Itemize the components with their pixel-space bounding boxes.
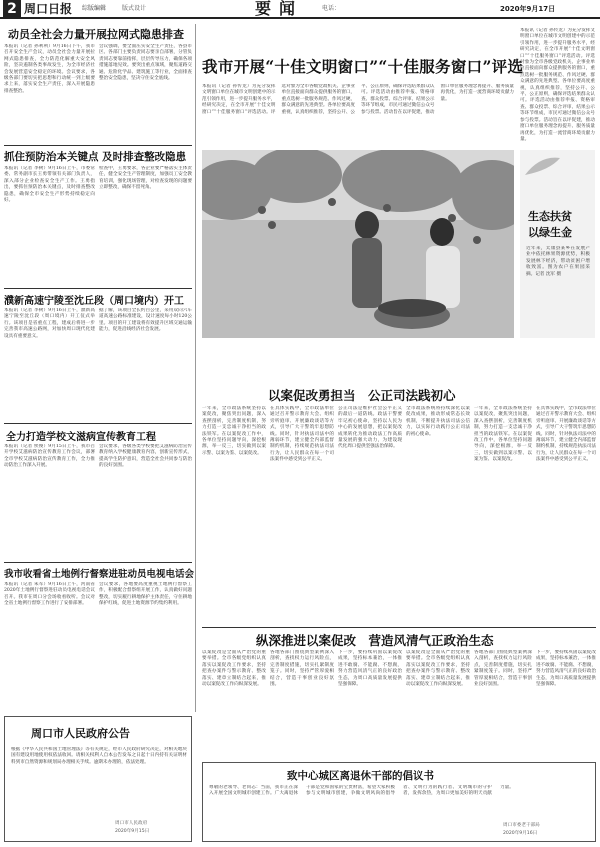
article-body: 据了解，该项目全长约百公里，采用双向六车道高速公路标准建设，设计速度每小时120公里。项目的开工建设将有效提升区域交通运输能力，促进沿线经济社会发展。 [99,308,192,333]
article-headline: 动员全社会力量开展拉网式隐患排查 [8,28,184,41]
lower-body: 各地各部门围绕典型案例深入剖析，查找权力运行风险点，完善制度措施，切实扎紧制度笼子。同时，坚持严管厚爱相结合，营造干事创业良好氛围。 [270,650,334,688]
initiative-date: 2020年9月16日 [503,831,538,836]
commentary-body: 在具体实践中，全市政法单位通过召开警示教育大会、组织旁听庭审、开展廉政谈话等方式，引导广大干警筑牢思想防线。同时，针对执法司法中的薄弱环节，建立健全内部监督制约机制，持续规范执法司法行为，让人民群众在每一个司法案件中感受到公平正义。 [536,406,596,463]
commentary-body: 公正司法是维护社会公平正义的最后一道防线。政法干警要牢记初心使命，坚持以人民为中心的发展思想，把以案促改成果转化为推动政法工作高质量发展的强大动力，为建设现代化周口提供坚强法治保障。 [338,406,402,450]
article-headline: 濮新高速宁陵至沈丘段（周口境内）开工 [4,296,184,307]
commentary-headline: 以案促改勇担当 公正司法践初心 [268,388,456,403]
government-notice [4,716,192,842]
lower-body: 下一步，要持续巩固以案促改成果，坚持标本兼治，一体推进不敢腐、不能腐、不想腐，努力营造风清气正的良好政治生态，为周口高质量发展提供坚强保障。 [338,650,402,688]
lower-body: 以案促改是全面从严治党的重要举措。全市各级党组织认真落实以案促改工作要求，坚持把查办案件与警示教育、整改落实、建章立制结合起来，推动以案促改工作向纵深发展。 [406,650,470,688]
notice-body: 根据《中华人民共和国土地管理法》等有关规定，经市人民政府研究决定，对相关地块国有建设用地使用权依法收回。请相关权利人自本公告发布之日起十日内持有关证明材料到市自然资源和规划局办理相关手续。逾期未办理的，依法处理。 [11,747,187,765]
lower-body: 以案促改是全面从严治党的重要举措。全市各级党组织认真落实以案促改工作要求，坚持把查办案件与警示教育、整改落实、建章立制结合起来，推动以案促改工作向纵深发展。 [202,650,266,688]
feature-title-line2: 以绿生金 [528,226,572,239]
initiative-title: 致中心城区离退休干部的倡议书 [287,770,434,782]
phone-label: 电话： [322,5,341,12]
lower-headline: 纵深推进以案促改 营造风清气正政治生态 [256,633,494,648]
section-rule [202,627,596,628]
page-number: 2 [3,0,21,18]
article-headline: 全力打造学校文滋病宣传教育工程 [6,432,156,443]
lead-body: 本报讯（记者 孙传龙）为充分发挥文明窗口单位在城市文明创建中的示范引领作用，进一步提升服务水平，经研究决定，在全市开展“十佳文明窗口”“十佳服务窗口”评选活动。评选对象为全市各级党政机关、企事业单位直接面向群众提供服务的窗口，重点选树一批服务规范、作风过硬、群众满意的先进典型。各单位要高度重视，认真组织推荐，坚持公开、公平、公正原则，确保评选结果群众认可。评选活动由推荐申报、资格审查、群众投票、综合评审、结果公示等环节组成，市民可通过微信公众号参与投票。活动旨在以评促建，推动窗口单位服务理念再提升、服务质量再优化，为打造一流营商环境贡献力量。 [202,84,514,115]
lead-headline: 我市开展“十佳文明窗口”“十佳服务窗口”评选 [202,57,524,76]
leaf-ornament-icon [520,150,595,180]
article-body: 会议要求，各级各类学校要把艾滋病防治宣传教育纳入学校健康教育内容，创新宣传形式，提高学生防护意识，营造全社会共同参与防治的良好氛围。 [99,444,192,469]
section-title: 要闻 [255,0,304,18]
article-body: 本报讯（记者 侯俊）9月15日上午，我市召开学校艾滋病防治宣传教育工作会议，部署全市学校艾滋病防治宣传教育工作，全力推动防治工作深入开展。 [4,444,95,469]
section-rule [4,288,192,289]
lower-body: 下一步，要持续巩固以案促改成果，坚持标本兼治，一体推进不敢腐、不能腐、不想腐，努力营造风清气正的良好政治生态，为周口高质量发展提供坚强保障。 [536,650,596,688]
feature-title-line1: 生态扶贫 [528,210,572,223]
issue-date: 2020年9月17日 [500,5,556,13]
editor-label: 版式设计 [122,5,147,12]
commentary-body: 一年来，全市政法系统坚持以案促改，聚焦突出问题，深入查摆剖析，完善制度机制，努力打造一支忠诚干净担当的政法铁军。在以案促改工作中，各单位坚持问题导向，深挖根源，举一反三，切实做到以案示警、以案为鉴、以案促改。 [202,406,266,456]
lead-body-continued: 本报讯（记者 孙传龙）为充分发挥文明窗口单位在城市文明创建中的示范引领作用，进一步提升服务水平，经研究决定，在全市开展“十佳文明窗口”“十佳服务窗口”评选活动。评选对象为全市各级党政机关、企事业单位直接面向群众提供服务的窗口，重点选树一批服务规范、作风过硬、群众满意的先进典型。各单位要高度重视，认真组织推荐，坚持公开、公平、公正原则，确保评选结果群众认可。评选活动由推荐申报、资格审查、群众投票、综合评审、结果公示等环节组成，市民可通过微信公众号参与投票。活动旨在以评促建，推动窗口单位服务理念再提升、服务质量再优化，为打造一流营商环境贡献力量。 [520,28,595,142]
commentary-body: 全市政法系统将持续深化以案促改成果，推动形成常态长效机制，不断提升执法司法公信力，以实际行动践行公正司法的初心使命。 [406,406,470,437]
dept-label: 综版编辑 [82,5,107,12]
article-body: 本报讯（记者 李树）9月16日上午，市委常委、常务副市长王勇带领有关部门负责人，深入部分企业检查安全生产工作。王勇指出，要抓住预防治本关键点，及时排查整改隐患，确保全市安全生产形势持续稳定向好。 [4,166,95,204]
notice-title: 周口市人民政府公告 [31,727,130,740]
initiative-signature: 周口市委老干部局 [503,823,540,828]
article-body: 会议强调，要全面压实安全生产责任，各县市区、各部门主要负责同志要亲自部署，分管负责同志要靠前指挥，层层传导压力，确保各项措施落地见效。要突出重点领域，聚焦道路交通、危险化学品、建筑施工等行业，全面排查整治安全隐患，坚决守住安全底线。 [99,44,192,82]
notice-date: 2020年9月15日 [115,829,150,834]
commentary-body: 在具体实践中，全市政法单位通过召开警示教育大会、组织旁听庭审、开展廉政谈话等方式，引导广大干警筑牢思想防线。同时，针对执法司法中的薄弱环节，建立健全内部监督制约机制，持续规范执法司法行为，让人民群众在每一个司法案件中感受到公平正义。 [270,406,334,463]
article-body: 本报讯（记者 李树）9月16日上午，濮新高速宁陵至沈丘段（周口境内）开工仪式举行。该项目是省重点工程，建成后将进一步完善我市高速公路网，对加快周口现代化建设具有重要意义。 [4,308,95,339]
section-rule [4,145,192,146]
initiative-body: 尊敬的老领导、老同志：当前，我市正在深入开展全国文明城市创建工作。广大离退休干部是党和国家的宝贵财富，希望大家积极参与文明城市创建，争做文明风尚的倡导者、文明行为的践行者、文明城市的守护者，发挥余热，为周口更加美好的明天贡献力量。 [209,785,514,797]
initiative-box [202,762,596,842]
section-rule [4,562,192,563]
article-headline: 我市收看省土地例行督察进驻动员电视电话会 [4,569,195,580]
article-body: 本报讯（记者 朱军）9月16日上午，河南省2020年土地例行督察进驻动员电视电话会议召开。我市在周口分会场收看收听。会议对全省土地例行督察工作进行了安排部署。 [4,582,95,607]
article-body: 检查中，王勇要求，各企业要严格落实主体责任，健全安全生产管理制度，加强员工安全教育培训，强化现场管理，对检查发现的问题要立即整改，确保不留死角。 [99,166,192,191]
feature-photo [202,150,514,338]
newspaper-name: 周口日报 [24,2,73,16]
masthead [0,0,600,19]
commentary-body: 一年来，全市政法系统坚持以案促改，聚焦突出问题，深入查摆剖析，完善制度机制，努力打造一支忠诚干净担当的政法铁军。在以案促改工作中，各单位坚持问题导向，深挖根源，举一反三，切实做到以案示警、以案为鉴、以案促改。 [474,406,532,463]
photo-caption-box [520,150,595,338]
article-body: 会议要求，各地要高度重视土地例行督察工作，积极配合督察组开展工作，认真做好问题整改，切实履行耕地保护主体责任，守住耕地保护红线，促进土地资源节约集约利用。 [99,582,192,607]
article-headline: 抓住预防治本关键点 及时排查整改隐患 [4,151,187,163]
orchard-photo-image [202,150,514,338]
section-rule [4,423,192,424]
photo-caption: 近年来，太康县某乡在发展产业中依托林果资源优势，积极发展林下经济，带动贫困户增收致富。图为农户在果园采摘。记者 沈军 摄 [526,246,590,277]
notice-signature: 周口市人民政府 [115,821,148,826]
lower-body: 各地各部门围绕典型案例深入剖析，查找权力运行风险点，完善制度措施，切实扎紧制度笼子。同时，坚持严管厚爱相结合，营造干事创业良好氛围。 [474,650,532,688]
column-divider [195,24,196,712]
article-body: 本报讯（记者 孙利利）9月16日下午，我市召开安全生产会议，动员全社会力量开展拉网式隐患排查，全力防范化解重大安全风险，坚决遏制各类事故发生，为全市经济社会发展营造安全稳定的环境。会议要求，各级各部门要切实把思想和行动统一到上级要求上来，落实安全生产责任，深入开展隐患排查整治。 [4,44,95,94]
